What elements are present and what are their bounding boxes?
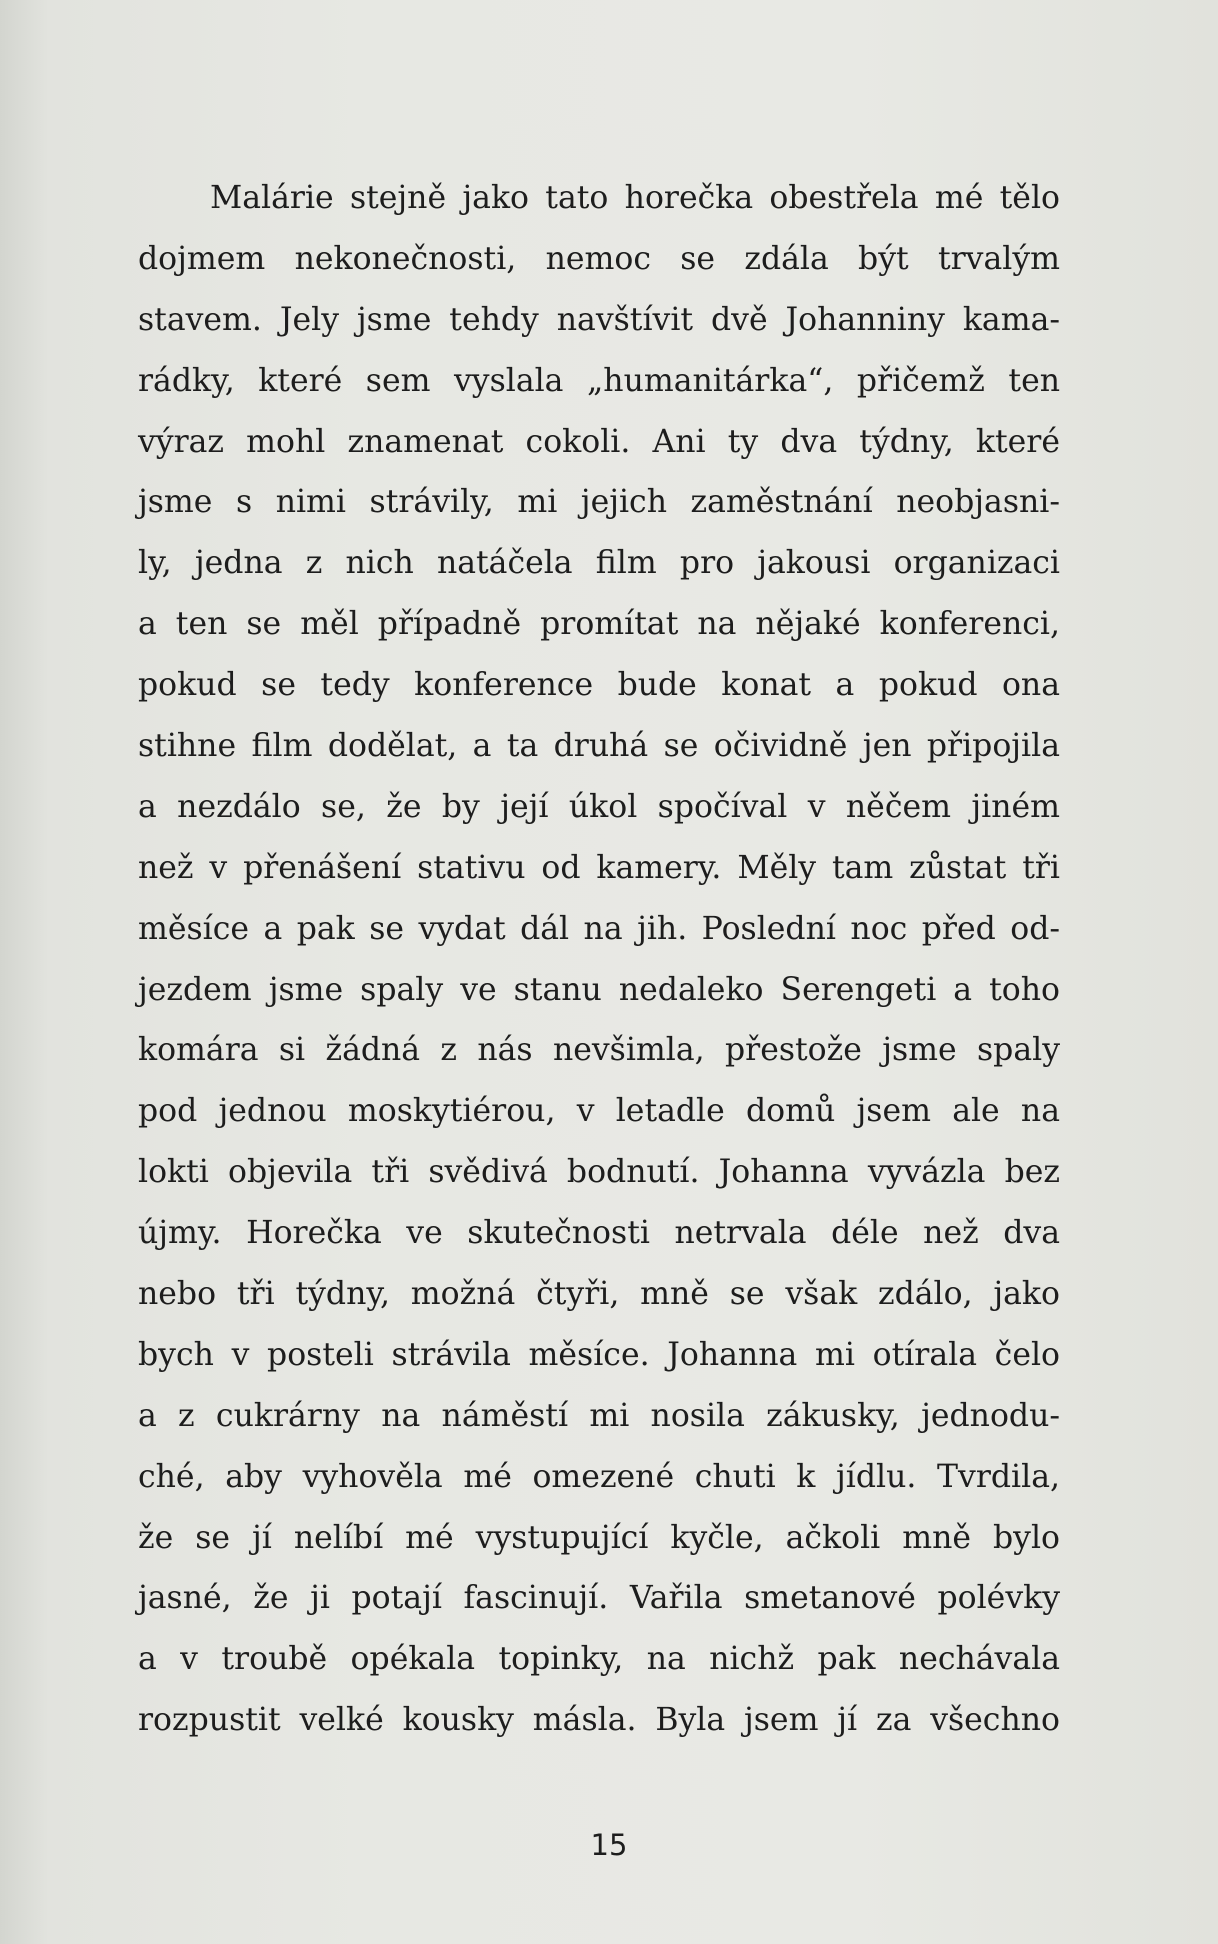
text-line-26: rozpustit velké kousky másla. Byla jsem jí za všechno	[138, 1702, 1060, 1739]
text-line-14: jezdem jsme spaly ve stanu nedaleko Serengeti a toho	[138, 971, 1060, 1008]
page-number: 15	[590, 1828, 628, 1862]
text-line-19: nebo tři týdny, možná čtyři, mně se však zdálo, jako	[138, 1276, 1060, 1313]
text-line-21: a z cukrárny na náměstí mi nosila zákusky, jednodu-	[138, 1397, 1060, 1434]
body-text	[138, 168, 1060, 1751]
text-line-17: lokti objevila tři svědivá bodnutí. Johanna vyvázla bez	[138, 1154, 1060, 1191]
text-line-15: komára si žádná z nás nevšimla, přestože jsme spaly	[138, 1032, 1060, 1069]
text-line-3: stavem. Jely jsme tehdy navštívit dvě Johanniny kama-	[138, 301, 1060, 338]
text-line-2: dojmem nekonečnosti, nemoc se zdála být trvalým	[138, 240, 1060, 277]
text-line-6: jsme s nimi strávily, mi jejich zaměstnání neobjasni-	[138, 484, 1060, 521]
text-line-5: výraz mohl znamenat cokoli. Ani ty dva týdny, které	[138, 423, 1060, 460]
text-line-8: a ten se měl případně promítat na nějaké konferenci,	[138, 606, 1060, 643]
text-line-9: pokud se tedy konference bude konat a pokud ona	[138, 667, 1060, 704]
text-line-11: a nezdálo se, že by její úkol spočíval v něčem jiném	[138, 788, 1060, 825]
text-line-16: pod jednou moskytiérou, v letadle domů jsem ale na	[138, 1093, 1060, 1130]
text-line-4: rádky, které sem vyslala „humanitárka“, přičemž ten	[138, 362, 1060, 399]
text-line-7: ly, jedna z nich natáčela film pro jakousi organizaci	[138, 545, 1060, 582]
text-line-12: než v přenášení stativu od kamery. Měly tam zůstat tři	[138, 849, 1060, 886]
text-line-10: stihne film dodělat, a ta druhá se očividně jen připojila	[138, 728, 1060, 765]
text-line-20: bych v posteli strávila měsíce. Johanna mi otírala čelo	[138, 1336, 1060, 1373]
text-line-13: měsíce a pak se vydat dál na jih. Poslední noc před od-	[138, 910, 1060, 947]
text-line-22: ché, aby vyhověla mé omezené chuti k jídlu. Tvrdila,	[138, 1458, 1060, 1495]
text-line-24: jasné, že ji potají fascinují. Vařila smetanové polévky	[138, 1580, 1060, 1617]
text-line-1: Malárie stejně jako tato horečka obestřela mé tělo	[210, 180, 1060, 216]
text-line-25: a v troubě opékala topinky, na nichž pak nechávala	[138, 1641, 1060, 1678]
text-line-23: že se jí nelíbí mé vystupující kyčle, ačkoli mně bylo	[138, 1519, 1060, 1556]
text-line-18: újmy. Horečka ve skutečnosti netrvala déle než dva	[138, 1215, 1060, 1252]
